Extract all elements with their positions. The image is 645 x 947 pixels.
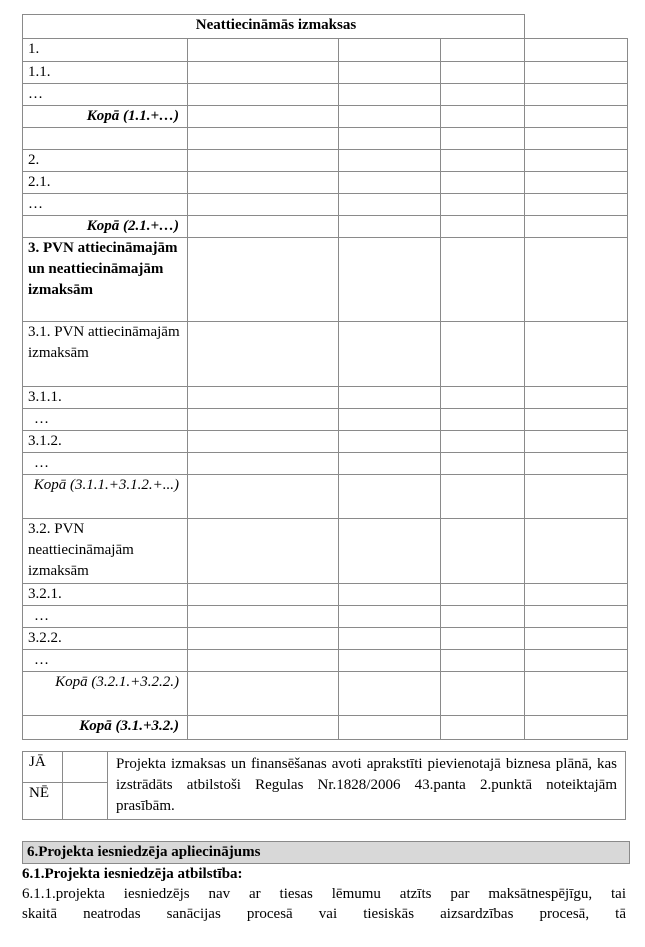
value-cell[interactable] [188,606,339,628]
paragraph-line-2: skaitā neatrodas sanācijas procesā vai tiesiskās aizsardzības procesā, tā [22,906,626,922]
no-checkbox[interactable] [63,783,108,820]
value-cell[interactable] [525,584,628,606]
value-cell[interactable] [188,475,339,519]
table-row [23,628,628,650]
yes-checkbox[interactable] [63,752,108,783]
value-cell[interactable] [188,453,339,475]
value-cell[interactable] [188,39,339,62]
value-cell[interactable] [525,128,628,150]
table-row [23,84,628,106]
value-cell[interactable] [339,39,441,62]
value-cell[interactable] [188,409,339,431]
value-cell[interactable] [441,194,525,216]
table-row [23,387,628,409]
value-cell[interactable] [188,128,339,150]
value-cell[interactable] [525,387,628,409]
row-label: 3.2. PVN neattiecināmajām izmaksām [23,519,188,584]
value-cell[interactable] [441,716,525,740]
value-cell[interactable] [525,172,628,194]
table-row [23,475,628,519]
value-cell[interactable] [441,150,525,172]
row-label: 2. [23,150,188,172]
row-label: 3. PVN attiecināmajām un neattiecināmajām izmaksām [23,238,188,322]
value-cell[interactable] [188,519,339,584]
value-cell[interactable] [441,62,525,84]
value-cell[interactable] [188,150,339,172]
table-row [23,39,628,62]
row-label: 3.1.1. [23,387,188,409]
value-cell[interactable] [339,431,441,453]
value-cell[interactable] [441,106,525,128]
value-cell[interactable] [339,519,441,584]
row-label: 3.2.2. [23,628,188,650]
value-cell[interactable] [441,606,525,628]
table-row [23,106,628,128]
row-label: … [23,453,188,475]
no-label: NĒ [23,783,63,820]
value-cell[interactable] [525,650,628,672]
value-cell[interactable] [339,62,441,84]
value-cell[interactable] [339,584,441,606]
value-cell[interactable] [525,628,628,650]
table-row [23,62,628,84]
value-cell[interactable] [188,322,339,387]
table-row [23,322,628,387]
table-row [23,128,628,150]
value-cell[interactable] [339,128,441,150]
value-cell[interactable] [525,216,628,238]
value-cell[interactable] [339,387,441,409]
value-cell[interactable] [188,431,339,453]
value-cell[interactable] [525,606,628,628]
row-label: Kopā (2.1.+…) [23,216,188,238]
value-cell[interactable] [525,84,628,106]
table-row [23,194,628,216]
subsection-title: 6.1.Projekta iesniedzēja atbilstība: [22,866,243,882]
value-cell[interactable] [441,584,525,606]
value-cell[interactable] [188,584,339,606]
value-cell[interactable] [441,672,525,716]
table-row [23,431,628,453]
table-row [23,672,628,716]
value-cell[interactable] [188,106,339,128]
value-cell[interactable] [441,172,525,194]
value-cell[interactable] [525,716,628,740]
value-cell[interactable] [441,650,525,672]
value-cell[interactable] [339,628,441,650]
row-label [23,128,188,150]
value-cell[interactable] [441,128,525,150]
value-cell[interactable] [441,519,525,584]
table-row [23,650,628,672]
table-row [23,519,628,584]
value-cell[interactable] [525,62,628,84]
table-row [23,453,628,475]
value-cell[interactable] [441,216,525,238]
value-cell[interactable] [339,716,441,740]
value-cell[interactable] [441,475,525,519]
value-cell[interactable] [339,106,441,128]
confirmation-text: Projekta izmaksas un finansēšanas avoti aprakstīti pievienotajā biznesa plānā, kas izstrādāts atbilstoši Regulas Nr.1828/2006 43.panta 2.punktā noteiktajām prasībām. [108,752,626,820]
row-label: 3.2.1. [23,584,188,606]
value-cell[interactable] [188,172,339,194]
value-cell[interactable] [339,194,441,216]
table-row [23,584,628,606]
value-cell[interactable] [339,150,441,172]
value-cell[interactable] [339,453,441,475]
value-cell[interactable] [441,453,525,475]
value-cell[interactable] [441,409,525,431]
value-cell[interactable] [441,322,525,387]
row-label: 3.1. PVN attiecināmajām izmaksām [23,322,188,387]
table-row [23,172,628,194]
row-label: Kopā (3.1.+3.2.) [23,716,188,740]
value-cell[interactable] [441,39,525,62]
value-cell[interactable] [188,387,339,409]
value-cell[interactable] [339,672,441,716]
table-row [23,716,628,740]
value-cell[interactable] [188,628,339,650]
value-cell[interactable] [188,650,339,672]
value-cell[interactable] [525,150,628,172]
value-cell[interactable] [525,409,628,431]
value-cell[interactable] [441,387,525,409]
section-title: 6.Projekta iesniedzēja apliecinājums [22,841,630,864]
table-row [23,409,628,431]
value-cell[interactable] [525,453,628,475]
value-cell[interactable] [525,672,628,716]
value-cell[interactable] [188,62,339,84]
value-cell[interactable] [525,238,628,322]
value-cell[interactable] [339,322,441,387]
value-cell[interactable] [339,650,441,672]
value-cell[interactable] [188,84,339,106]
value-cell[interactable] [188,716,339,740]
value-cell[interactable] [188,216,339,238]
table-row [23,238,628,322]
value-cell[interactable] [441,628,525,650]
header-blank-cell [525,15,628,39]
value-cell[interactable] [441,431,525,453]
value-cell[interactable] [525,106,628,128]
value-cell[interactable] [525,431,628,453]
table-header: Neattiecināmās izmaksas [23,15,525,39]
value-cell[interactable] [525,475,628,519]
value-cell[interactable] [339,606,441,628]
value-cell[interactable] [339,238,441,322]
table-header-row [23,15,628,39]
row-label: … [23,409,188,431]
row-label: 1. [23,39,188,62]
value-cell[interactable] [525,39,628,62]
value-cell[interactable] [339,172,441,194]
paragraph-line-1: 6.1.1.projekta iesniedzējs nav ar tiesas lēmumu atzīts par maksātnespējīgu, tai [22,886,626,902]
row-label: Kopā (3.1.1.+3.1.2.+...) [23,475,188,519]
value-cell[interactable] [525,194,628,216]
table-row [23,606,628,628]
value-cell[interactable] [441,238,525,322]
table-row [23,150,628,172]
value-cell[interactable] [188,238,339,322]
value-cell[interactable] [339,84,441,106]
row-label: 3.1.2. [23,431,188,453]
row-label: … [23,194,188,216]
confirmation-table [22,751,626,820]
value-cell[interactable] [339,409,441,431]
row-label: 2.1. [23,172,188,194]
row-label: Kopā (3.2.1.+3.2.2.) [23,672,188,716]
value-cell[interactable] [188,194,339,216]
value-cell[interactable] [188,672,339,716]
row-label: Kopā (1.1.+…) [23,106,188,128]
row-label: 1.1. [23,62,188,84]
row-label: … [23,650,188,672]
table-row [23,216,628,238]
value-cell[interactable] [525,322,628,387]
row-label: … [23,606,188,628]
costs-table [22,14,628,740]
yes-label: JĀ [23,752,63,783]
value-cell[interactable] [339,475,441,519]
value-cell[interactable] [441,84,525,106]
value-cell[interactable] [339,216,441,238]
value-cell[interactable] [525,519,628,584]
row-label: … [23,84,188,106]
